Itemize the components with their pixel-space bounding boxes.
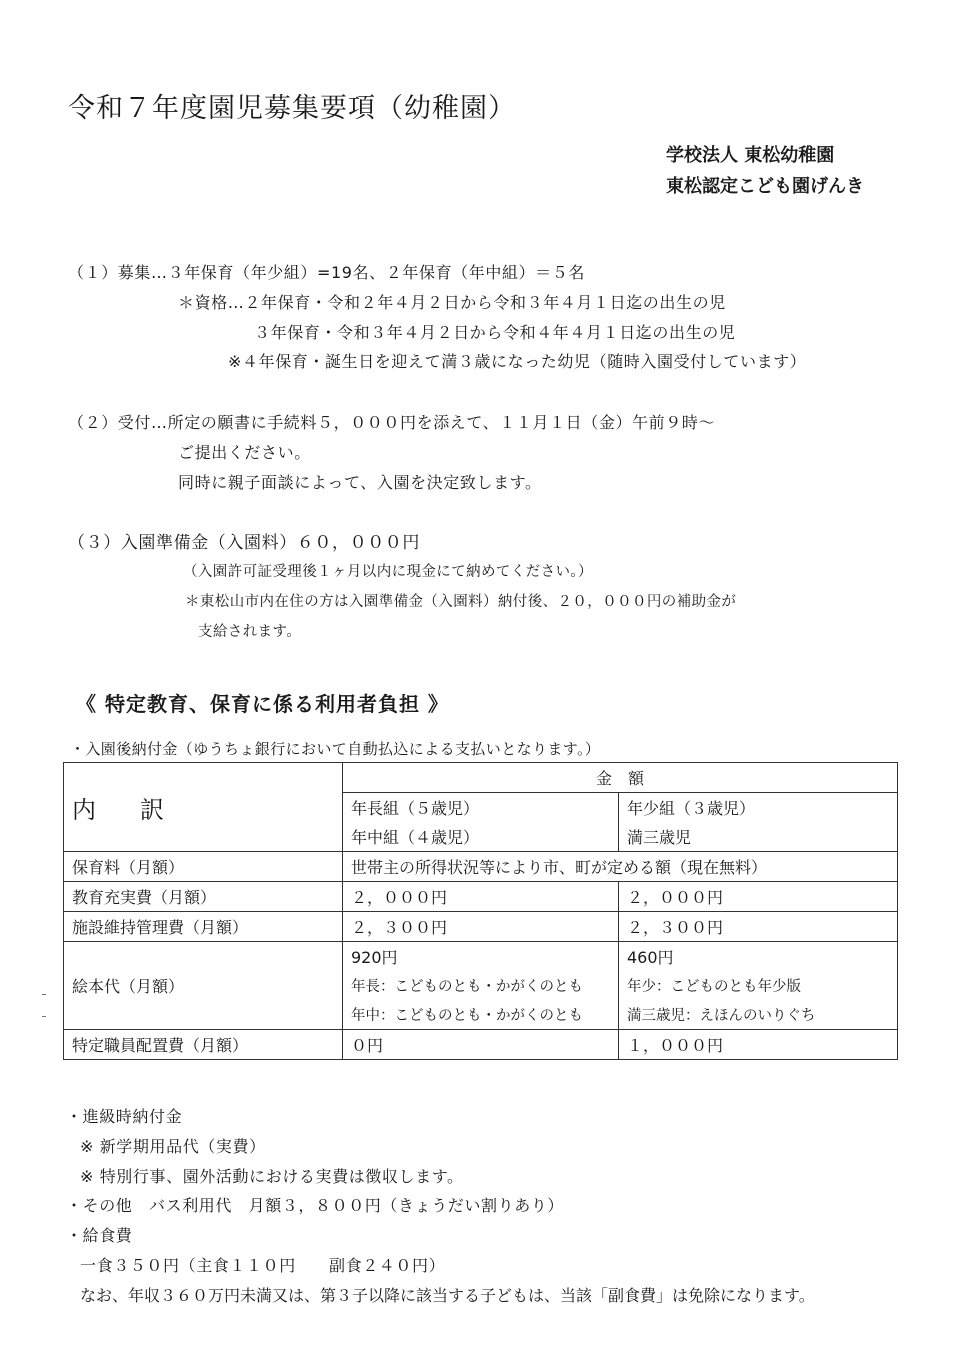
qualification-line-3: ※４年保育・誕生日を迎えて満３歳になった幼児（随時入園受付しています）: [228, 352, 807, 371]
qualification-line-2: ３年保育・令和３年４月２日から令和４年４月１日迄の出生の児: [254, 323, 736, 342]
table-row: [64, 912, 898, 942]
childcare-fee-label: 保育料（月額）: [64, 852, 343, 882]
reception-line-2: ご提出ください。: [178, 443, 311, 462]
bus-fee-line: ・その他 バス利用代 月額３，８００円（きょうだい割りあり）: [66, 1196, 565, 1215]
picture-book-col2-price: 460円: [619, 942, 898, 972]
table-row: [64, 1030, 898, 1060]
junior-class-header: 年少組（３歳児）: [619, 793, 898, 823]
organization-subname: 東松認定こども園げんき: [666, 176, 864, 197]
page-title: 令和７年度園児募集要項（幼稚園）: [68, 93, 516, 124]
enrollment-fee-note: （入園許可証受理後１ヶ月以内に現金にて納めてください。）: [183, 564, 593, 580]
education-fee-label: 教育充実費（月額）: [64, 882, 343, 912]
breakdown-header: 内 訳: [64, 763, 343, 852]
picture-book-col1-note2: 年中：こどものとも・かがくのとも: [343, 1000, 619, 1030]
promotion-fee-note-2: ※ 特別行事、園外活動における実費は徴収します。: [80, 1167, 464, 1186]
senior-class-header: 年長組（５歳児）: [343, 793, 619, 823]
meal-fee-heading: ・給食費: [66, 1226, 133, 1245]
three-year-old-header: 満三歳児: [619, 822, 898, 852]
subsidy-note-2: 支給されます。: [198, 624, 302, 640]
qualification-line-1: ＊資格…２年保育・令和２年４月２日から令和３年４月１日迄の出生の児: [178, 293, 726, 312]
section-heading: 《 特定教育、保育に係る利用者負担 》: [76, 692, 449, 716]
picture-book-col2-note2: 満三歳児：えほんのいりぐち: [619, 1000, 898, 1030]
table-row: [64, 852, 898, 882]
specific-staff-fee-label: 特定職員配置費（月額）: [64, 1030, 343, 1060]
scan-mark: [42, 1016, 46, 1017]
recruitment-line: （１）募集…３年保育（年少組）=19名、２年保育（年中組）＝５名: [68, 263, 585, 282]
reception-line-3: 同時に親子面談によって、入園を決定致します。: [178, 473, 542, 492]
meal-fee-price: 一食３５０円（主食１１０円 副食２４０円）: [80, 1256, 446, 1275]
promotion-fee-note-1: ※ 新学期用品代（実費）: [80, 1137, 266, 1156]
enrollment-fee-line: （３）入園準備金（入園料）６０，０００円: [68, 533, 420, 553]
picture-book-col2-note1: 年少：こどものとも年少版: [619, 971, 898, 1000]
picture-book-col1-price: 920円: [343, 942, 619, 972]
table-row: [64, 763, 898, 793]
meal-fee-exemption-note: なお、年収３６０万円未満又は、第３子以降に該当する子どもは、当該「副食費」は免除になります。: [80, 1286, 815, 1305]
facility-fee-col2: ２，３００円: [619, 912, 898, 942]
promotion-fee-heading: ・進級時納付金: [66, 1107, 183, 1126]
subsidy-note-1: ＊東松山市内在住の方は入園準備金（入園料）納付後、２０，０００円の補助金が: [185, 594, 737, 610]
education-fee-col1: ２，０００円: [343, 882, 619, 912]
organization-name: 学校法人 東松幼稚園: [666, 145, 835, 166]
specific-staff-fee-col1: ０円: [343, 1030, 619, 1060]
amount-header: 金 額: [343, 763, 898, 793]
table-row: [64, 942, 898, 972]
fee-table: [63, 762, 898, 1060]
table-caption: ・入園後納付金（ゆうちょ銀行において自動払込による支払いとなります。）: [70, 740, 601, 758]
table-row: [64, 882, 898, 912]
specific-staff-fee-col2: １，０００円: [619, 1030, 898, 1060]
scan-mark: [42, 994, 46, 995]
facility-fee-label: 施設維持管理費（月額）: [64, 912, 343, 942]
picture-book-label: 絵本代（月額）: [64, 942, 343, 1030]
childcare-fee-value: 世帯主の所得状況等により市、町が定める額（現在無料）: [343, 852, 898, 882]
middle-class-header: 年中組（４歳児）: [343, 822, 619, 852]
facility-fee-col1: ２，３００円: [343, 912, 619, 942]
education-fee-col2: ２，０００円: [619, 882, 898, 912]
reception-line-1: （２）受付…所定の願書に手続料５，０００円を添えて、１１月１日（金）午前９時～: [68, 413, 716, 432]
picture-book-col1-note1: 年長：こどものとも・かがくのとも: [343, 971, 619, 1000]
